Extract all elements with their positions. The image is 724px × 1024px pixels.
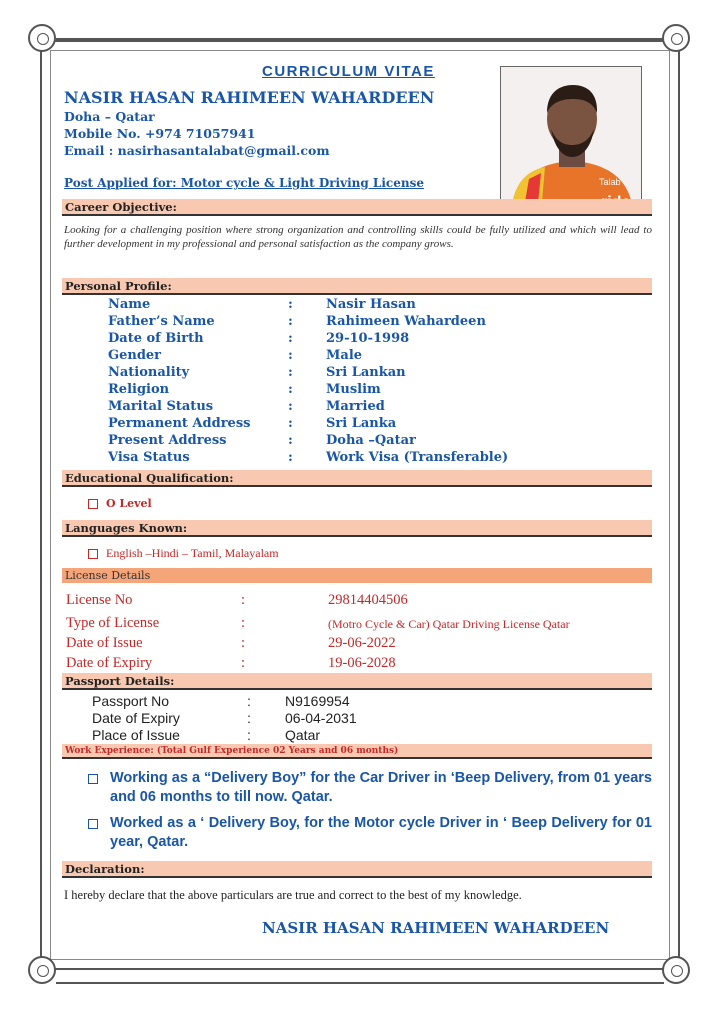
cv-title: CURRICULUM VITAE [262,63,435,80]
candidate-name: NASIR HASAN RAHIMEEN WAHARDEEN [64,88,435,107]
profile-value: Sri Lanka [326,416,397,431]
experience-item [88,814,652,852]
license-label: License No [66,592,133,608]
checkbox-icon [88,774,98,784]
license-colon: : [241,592,246,608]
profile-value: Sri Lankan [326,365,406,380]
profile-label: Name [108,297,151,312]
passport-label: Place of Issue [92,727,180,743]
section-header-education [62,470,652,487]
passport-value: N9169954 [285,693,350,709]
profile-label: Permanent Address [108,416,251,431]
profile-value: Doha –Qatar [326,433,416,448]
profile-label: Date of Birth [108,331,204,346]
profile-colon: : [288,331,293,346]
declaration-heading: Declaration: [65,862,145,876]
corner-ornament-icon [662,24,690,52]
license-colon: : [241,635,246,651]
profile-colon: : [288,348,293,363]
profile-label: Nationality [108,365,190,380]
signature-name: NASIR HASAN RAHIMEEN WAHARDEEN [262,919,610,937]
passport-value: Qatar [285,727,321,743]
section-header-declaration [62,861,652,878]
education-text: O Level [106,497,152,510]
profile-value: 29-10-1998 [326,331,410,346]
profile-value: Rahimeen Wahardeen [326,314,486,329]
section-header-passport [62,673,652,690]
checkbox-icon [88,499,98,509]
profile-value: Nasir Hasan [326,297,416,312]
languages-heading: Languages Known: [65,521,188,535]
license-colon: : [241,615,246,631]
passport-heading: Passport Details: [65,674,175,688]
profile-value: Muslim [326,382,381,397]
top-rule [56,38,664,40]
post-applied: Post Applied for: Motor cycle & Light Driving License [64,176,424,190]
profile-colon: : [288,416,293,431]
profile-value: Male [326,348,363,363]
email-text: Email : nasirhasantalabat@gmail.com [64,143,330,158]
passport-value: 06-04-2031 [285,710,357,726]
svg-text:Talab: Talab [599,177,621,187]
corner-ornament-icon [28,24,56,52]
profile-photo-illustration [501,67,642,212]
section-header-license [62,568,652,583]
license-value: 29814404506 [328,592,408,608]
profile-value: Work Visa (Transferable) [326,450,509,465]
languages-item [88,546,279,561]
license-value: (Motro Cycle & Car) Qatar Driving License Qatar [328,617,570,631]
passport-colon: : [247,727,251,743]
profile-colon: : [288,433,293,448]
passport-colon: : [247,710,251,726]
section-header-experience [62,744,652,759]
experience-heading: Work Experience: (Total Gulf Experience 02 Years and 06 months) [65,746,399,756]
declaration-text: I hereby declare that the above particulars are true and correct to the best of my knowledge. [64,888,522,902]
profile-colon: : [288,365,293,380]
profile-label: Religion [108,382,170,397]
profile-colon: : [288,382,293,397]
profile-colon: : [288,314,293,329]
languages-text: English –Hindi – Tamil, Malayalam [106,546,279,560]
career-objective-text: Looking for a challenging position where strong organization and controlling skills could be fully utilized and which will lead to further development in my professional and personal satisfaction as the company grows. [64,224,652,250]
license-label: Date of Expiry [66,655,153,671]
checkbox-icon [88,819,98,829]
license-label: Date of Issue [66,635,143,651]
experience-text: Worked as a ‘ Delivery Boy, for the Motor cycle Driver in ‘ Beep Delivery for 01 year, Qatar. [110,815,652,850]
passport-colon: : [247,693,251,709]
profile-colon: : [288,399,293,414]
license-value: 19-06-2028 [328,655,396,671]
location-text: Doha – Qatar [64,109,155,124]
personal-heading: Personal Profile: [65,279,172,293]
section-header-personal [62,278,652,295]
license-label: Type of License [66,615,160,631]
experience-text: Working as a “Delivery Boy” for the Car Driver in ‘Beep Delivery, from 01 years and 06 months to till now. Qatar. [110,770,652,805]
profile-photo [500,66,642,212]
mobile-text: Mobile No. +974 71057941 [64,126,256,141]
profile-label: Visa Status [108,450,190,465]
profile-colon: : [288,450,293,465]
section-header-languages [62,520,652,537]
checkbox-icon [88,549,98,559]
experience-item [88,769,652,807]
profile-label: Present Address [108,433,227,448]
bottom-rule [56,982,664,984]
profile-colon: : [288,297,293,312]
profile-label: Gender [108,348,162,363]
license-heading: License Details [65,569,151,582]
education-heading: Educational Qualification: [65,471,234,485]
corner-ornament-icon [28,956,56,984]
profile-label: Marital Status [108,399,214,414]
passport-label: Date of Expiry [92,710,180,726]
license-colon: : [241,655,246,671]
profile-value: Married [326,399,385,414]
section-header-career [62,199,652,216]
education-item [88,497,152,510]
corner-ornament-icon [662,956,690,984]
profile-label: Father’s Name [108,314,215,329]
license-value: 29-06-2022 [328,635,396,651]
career-heading: Career Objective: [65,200,177,214]
passport-label: Passport No [92,693,170,709]
